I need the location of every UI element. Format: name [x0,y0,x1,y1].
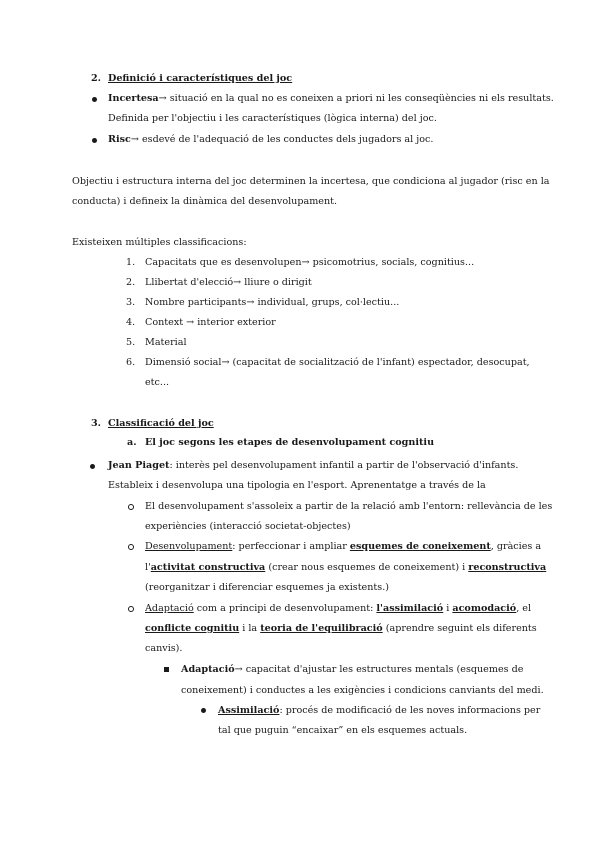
dot-item-line [218,704,540,717]
section3-heading: Classificació del joc [108,418,214,429]
circle-item-line: (reorganitzar i diferenciar esquemes ja existents.) [145,582,389,593]
arrow-icon: → [130,134,139,145]
bold-term: acomodació [452,603,517,614]
text-span: (crear nous esquemes de coneixement) i [265,562,469,573]
circle-item-line: El desenvolupament s'assoleix a partir de la relació amb l'entorn: rellevància de les [145,501,553,512]
adaptacio-bold-term: Adaptació [181,664,235,675]
text-span: : perfeccionar i ampliar [232,541,350,552]
list-item: Dimensió social→ (capacitat de socialització de l'infant) espectador, desocupat, [145,357,530,368]
bold-term: esquemes de coneixement [349,541,491,552]
list-item: Material [145,337,187,348]
square-item-line: coneixement) i conductes a les exigències i condicions canviants del medi. [181,685,544,696]
bold-term: reconstructiva [468,562,547,573]
risc-term: Risc [108,134,131,145]
paragraph-line: conducta) i defineix la dinàmica del desenvolupament. [72,196,338,207]
list-item-cont: etc... [145,377,170,388]
bold-term: teoria de l'equilibració [260,623,383,634]
text-span: capacitat d'ajustar les estructures mentals (esquemes de [242,664,524,675]
circle-item-line: canvis). [145,643,183,654]
assimilacio-term: Assimilació [218,705,280,716]
incertesa-cont: Definida per l'objectiu i les característiques (lògica interna) del joc. [108,113,437,124]
text-span: (aprendre seguint els diferents [382,623,537,634]
list-item-number: 1. [126,257,136,268]
list-item-number: 4. [126,317,136,328]
piaget-text: : interès pel desenvolupament infantil a partir de l'observació d'infants. [169,460,519,471]
bold-term: activitat constructiva [150,562,266,573]
adaptacio-term: Adaptació [145,603,194,614]
text-span: i [443,603,453,614]
section2-number: 2. [91,73,102,84]
text-span: i la [239,623,261,634]
list-item-number: 5. [126,337,136,348]
circle-item-line [145,622,537,635]
arrow-icon: → [158,93,167,104]
list-item-number: 6. [126,357,136,368]
incertesa-line [108,92,554,105]
piaget-line [108,459,518,472]
bold-term: l'assimilació [376,603,444,614]
square-item-line [181,663,523,676]
bullet-square-icon [164,667,169,672]
piaget-cont: Estableix i desenvolupa una tipologia en l'esport. Aprenentatge a través de la [108,480,486,491]
list-item: Context → interior exterior [145,317,276,328]
risc-text: esdevé de l'adequació de les conductes dels jugadors al joc. [138,134,434,145]
desenvolupament-term: Desenvolupament [145,541,233,552]
bullet-dot-icon [92,138,97,143]
subsection-heading: El joc segons les etapes de desenvolupament cognitiu [145,437,435,448]
circle-item-line [145,540,541,553]
bold-term: conflicte cognitiu [145,623,240,634]
circle-item-line [145,561,546,574]
bullet-dot-icon [90,464,95,469]
text-span: l' [145,562,151,573]
text-span: , gràcies a [490,541,542,552]
arrow-icon: → [234,664,243,675]
circle-item-line [145,602,531,615]
section2-heading: Definició i característiques del joc [108,73,293,84]
subsection-letter: a. [127,437,137,448]
list-item-number: 3. [126,297,136,308]
text-span: : procés de modificació de les noves informacions per [279,705,541,716]
incertesa-term: Incertesa [108,93,159,104]
paragraph-line: Objectiu i estructura interna del joc determinen la incertesa, que condiciona al jugador (risc en la [72,176,550,187]
list-item: Capacitats que es desenvolupen→ psicomotrius, socials, cognitius... [145,257,475,268]
classifications-intro: Existeixen múltiples classificacions: [72,237,247,248]
section3-number: 3. [91,418,102,429]
list-item: Nombre participants→ individual, grups, col·lectiu... [145,297,400,308]
bullet-circle-icon [128,544,134,550]
bullet-dot-icon [92,97,97,102]
bullet-circle-icon [128,504,134,510]
list-item: Llibertat d'elecció→ lliure o dirigit [145,277,312,288]
bullet-dot-icon [201,708,206,713]
text-span: , el [516,603,532,614]
circle-item-line: experiències (interacció societat-objectes) [145,521,351,532]
text-span: com a principi de desenvolupament: [193,603,377,614]
piaget-name: Jean Piaget [108,460,170,471]
incertesa-text: situació en la qual no es coneixen a priori ni les conseqüències ni els resultats. [166,93,554,104]
list-item-number: 2. [126,277,136,288]
bullet-circle-icon [128,606,134,612]
risc-line [108,133,433,146]
dot-item-line: tal que puguin “encaixar” en els esquemes actuals. [218,725,468,736]
